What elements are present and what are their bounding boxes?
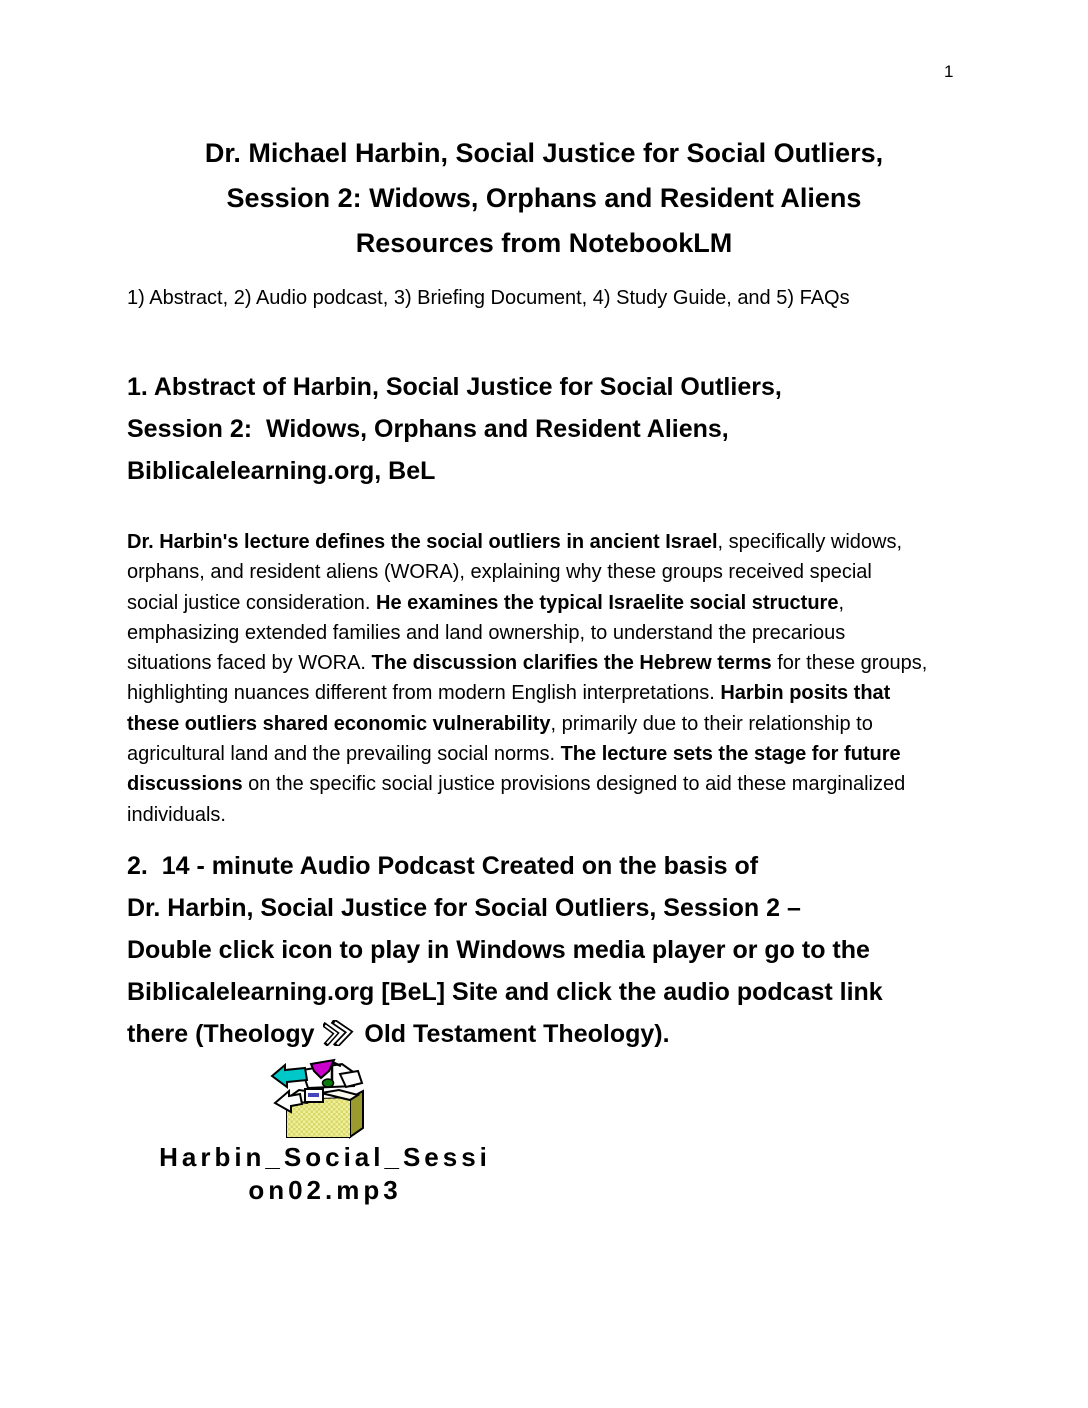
text-line: orphans, and resident aliens (WORA), explaining why these groups received special <box>127 561 872 584</box>
text-line: Biblicalelearning.org [BeL] Site and click the audio podcast link <box>127 978 883 1006</box>
text-line: Dr. Harbin, Social Justice for Social Outliers, Session 2 – <box>127 894 801 922</box>
double-chevron-right-arrow-icon <box>323 1020 355 1046</box>
text-line: Dr. Michael Harbin, Social Justice for Social Outliers, <box>204 138 884 168</box>
text-line: 2. 14 - minute Audio Podcast Created on the basis of <box>127 852 759 880</box>
document-title <box>128 131 960 266</box>
text-line: Resources from NotebookLM <box>355 228 733 258</box>
text-line: on02.mp3 <box>248 1175 402 1205</box>
resource-list-line: 1) Abstract, 2) Audio podcast, 3) Briefing Document, 4) Study Guide, and 5) FAQs <box>127 287 850 309</box>
text-line: emphasizing extended families and land ownership, to understand the precarious <box>127 621 846 644</box>
last-line-after-arrow: Old Testament Theology). <box>357 1020 670 1048</box>
page-number: 1 <box>944 62 954 81</box>
text-line: social justice consideration. He examines the typical Israelite social structure, <box>127 591 845 614</box>
last-line-before-arrow: there (Theology <box>127 1020 322 1048</box>
text-line: agricultural land and the prevailing social norms. The lecture sets the stage for future <box>127 743 901 766</box>
text-line: Session 2: Widows, Orphans and Resident Aliens, <box>127 415 729 443</box>
text-line: Harbin_Social_Sessi <box>159 1142 491 1172</box>
text-line: individuals. <box>127 803 226 826</box>
section2-audio-podcast-heading <box>127 845 883 1055</box>
abstract-paragraph <box>127 527 927 830</box>
section1-abstract-heading <box>127 366 782 492</box>
media-package-icon[interactable] <box>268 1058 372 1144</box>
text-line: highlighting nuances different from modern English interpretations. Harbin posits that <box>127 682 891 705</box>
text-line: 1. Abstract of Harbin, Social Justice for Social Outliers, <box>127 373 782 401</box>
section2-heading-last-line <box>127 1013 883 1055</box>
mp3-filename[interactable] <box>118 1141 532 1207</box>
text-line: Session 2: Widows, Orphans and Resident Aliens <box>226 183 862 213</box>
text-line: situations faced by WORA. The discussion clarifies the Hebrew terms for these groups, <box>127 652 928 675</box>
section2-heading-lines <box>127 845 883 1013</box>
text-line: these outliers shared economic vulnerability, primarily due to their relationship to <box>127 712 873 735</box>
text-line: Dr. Harbin's lecture defines the social outliers in ancient Israel, specifically widows, <box>127 531 903 553</box>
text-line: Biblicalelearning.org, BeL <box>127 457 436 485</box>
text-line: Double click icon to play in Windows media player or go to the <box>127 936 870 964</box>
text-line: discussions on the specific social justice provisions designed to aid these marginalized <box>127 773 906 796</box>
